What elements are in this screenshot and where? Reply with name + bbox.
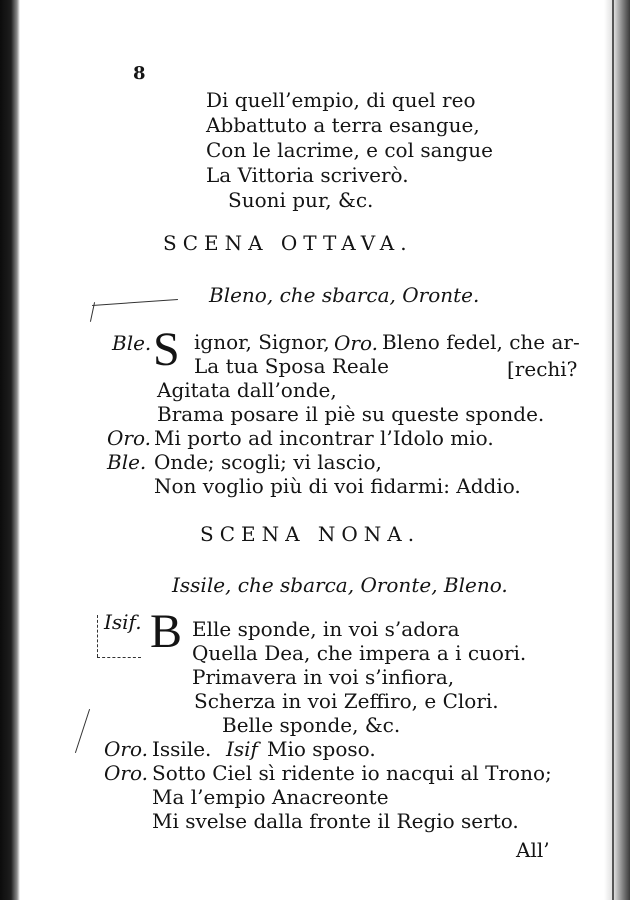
- turnover-word: [rechi?: [507, 357, 578, 381]
- margin-mark: [92, 299, 178, 306]
- dialogue-line: Quella Dea, che impera a i cuori.: [192, 641, 527, 665]
- scene-heading: SCENA NONA.: [200, 522, 421, 546]
- dialogue-line: Bleno fedel, che ar-: [382, 330, 580, 354]
- catchword: All’: [516, 838, 550, 862]
- speaker-label: Oro.: [334, 331, 379, 355]
- drop-cap: B: [150, 605, 183, 658]
- scene-characters: Issile, che sbarca, Oronte, Bleno.: [172, 573, 508, 597]
- dialogue-line: Brama posare il piè su queste sponde.: [157, 402, 545, 426]
- margin-mark: [90, 302, 95, 322]
- page-edge-line: [612, 0, 614, 900]
- refrain-line: Suoni pur, &c.: [228, 188, 374, 212]
- speaker-label: Oro.: [104, 761, 149, 785]
- dialogue-line: La tua Sposa Reale: [194, 354, 389, 378]
- verse-line: Abbattuto a terra esangue,: [206, 113, 480, 137]
- margin-mark: [97, 615, 98, 657]
- dialogue-line: Mio sposo.: [267, 737, 376, 761]
- speaker-label: Isif: [226, 737, 258, 761]
- dialogue-line: Mi svelse dalla fronte il Regio serto.: [152, 809, 519, 833]
- refrain-line: Belle sponde, &c.: [222, 713, 401, 737]
- speaker-label: Oro.: [107, 426, 152, 450]
- speaker-label: Ble.: [107, 450, 147, 474]
- book-binding-shadow: [0, 0, 20, 900]
- dialogue-line: Agitata dall’onde,: [157, 378, 337, 402]
- verse-line: Di quell’empio, di quel reo: [206, 88, 476, 112]
- dialogue-line: Scherza in voi Zeffiro, e Clori.: [194, 689, 499, 713]
- verse-line: La Vittoria scriverò.: [206, 163, 409, 187]
- dialogue-line: Sotto Ciel sì ridente io nacqui al Trono;: [152, 761, 552, 785]
- dialogue-line: Onde; scogli; vi lascio,: [154, 450, 382, 474]
- dialogue-line: ignor, Signor,: [194, 330, 330, 354]
- speaker-label: Ble.: [112, 331, 152, 355]
- margin-mark: [75, 709, 90, 753]
- dialogue-line: Ma l’empio Anacreonte: [152, 785, 389, 809]
- dialogue-line: Non voglio più di voi fidarmi: Addio.: [154, 474, 521, 498]
- page-edge-shadow: [604, 0, 630, 900]
- scene-characters: Bleno, che sbarca, Oronte.: [209, 283, 480, 307]
- dialogue-line: Issile.: [152, 737, 212, 761]
- speaker-label: Oro.: [104, 737, 149, 761]
- drop-cap: S: [153, 323, 180, 376]
- dialogue-line: Elle sponde, in voi s’adora: [192, 617, 460, 641]
- margin-mark: [97, 657, 141, 658]
- speaker-label: Isif.: [104, 610, 142, 634]
- scene-heading: SCENA OTTAVA.: [163, 231, 413, 255]
- verse-line: Con le lacrime, e col sangue: [206, 138, 493, 162]
- dialogue-line: Mi porto ad incontrar l’Idolo mio.: [154, 426, 494, 450]
- page-number: 8: [133, 63, 146, 84]
- dialogue-line: Primavera in voi s’infiora,: [192, 665, 455, 689]
